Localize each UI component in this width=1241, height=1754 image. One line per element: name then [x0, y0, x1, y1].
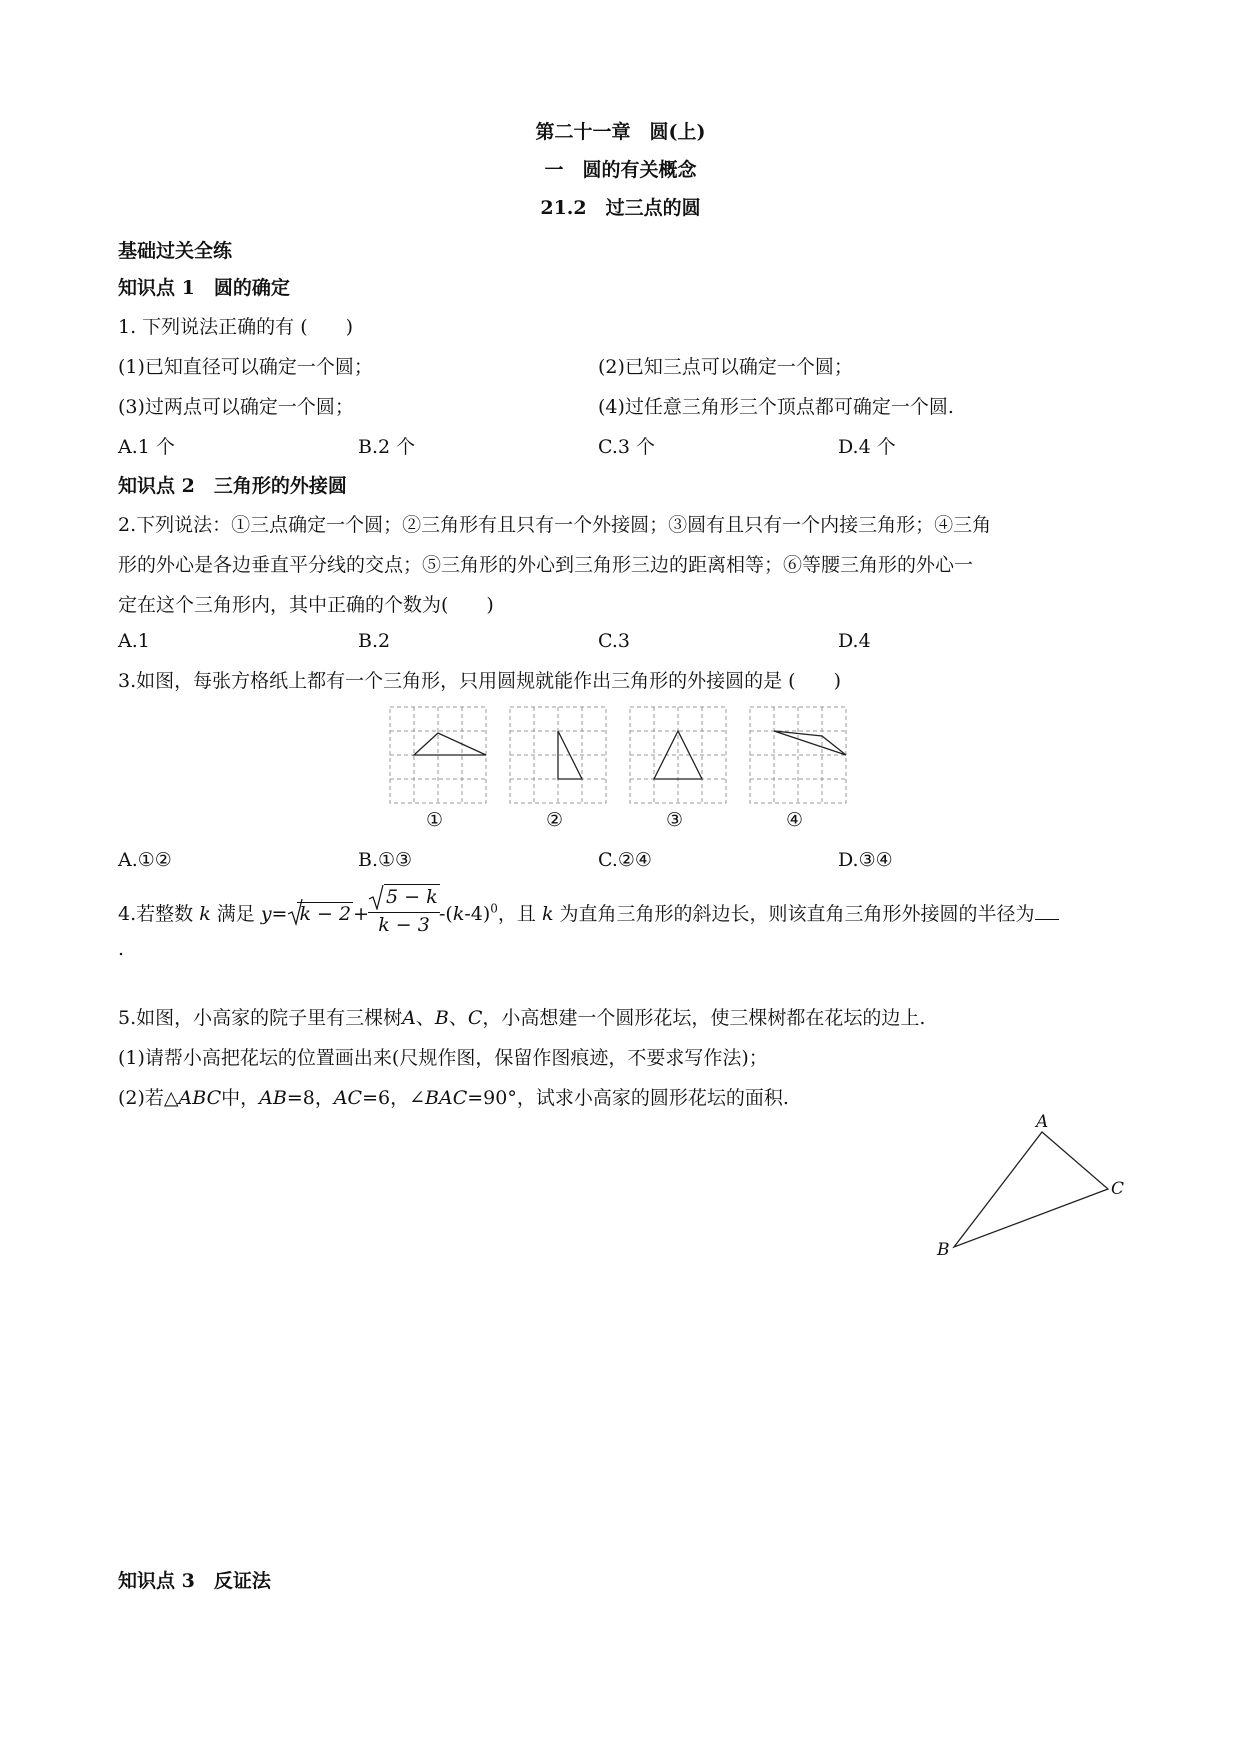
q4-prefix: 4.若整数 — [118, 903, 194, 925]
q4-plus: + — [353, 903, 369, 925]
q5-fig-label-a: A — [1036, 1112, 1049, 1132]
q4-var-k2: k — [452, 903, 465, 925]
q1-option-a: A.1 个 — [118, 436, 175, 458]
q5-line-1 — [118, 1006, 925, 1030]
q3-stem: 3.如图，每张方格纸上都有一个三角形，只用圆规就能作出三角形的外接圆的是 ( ) — [118, 670, 841, 692]
q5-l3-abc: ABC — [178, 1087, 222, 1109]
q4-denominator: k − 3 — [378, 914, 430, 936]
grid-figure-1 — [390, 707, 486, 803]
q5-fig-label-c: C — [1111, 1179, 1125, 1199]
q5-tree-b: B — [434, 1007, 449, 1029]
section-title: 一 圆的有关概念 — [544, 159, 697, 181]
q1-statement-1: (1)已知直径可以确定一个圆； — [118, 356, 373, 378]
figure-label-4: ④ — [786, 809, 804, 831]
q1-statement-3: (3)过两点可以确定一个圆； — [118, 396, 354, 418]
practice-title: 基础过关全练 — [118, 240, 233, 262]
q4-sqrt1-sign — [287, 898, 303, 926]
q4-fraction — [368, 884, 440, 937]
knowledge-point-3: 知识点 3 反证法 — [118, 1570, 271, 1592]
q5-triangle-figure — [930, 1105, 1130, 1265]
q4-var-k3: k — [541, 903, 554, 925]
q3-option-a: A.①② — [118, 849, 172, 871]
figure-label-1: ① — [426, 809, 444, 831]
grid-figure-2 — [510, 707, 606, 803]
q3-grid-figures — [388, 705, 848, 805]
q5-sep-1: 、 — [415, 1007, 435, 1029]
q4-sqrt2-sign — [368, 884, 384, 910]
q5-line-1-a: 5.如图，小高家的院子里有三棵树 — [118, 1007, 403, 1029]
q2-line-3: 定在这个三角形内，其中正确的个数为( ) — [118, 594, 494, 616]
q5-l3-a: (2)若△ — [118, 1087, 179, 1109]
q5-triangle — [954, 1132, 1108, 1247]
q2-line-1: 2.下列说法：①三点确定一个圆；②三角形有且只有一个外接圆；③圆有且只有一个内接三角形；④三角 — [118, 514, 992, 536]
q2-line-2: 形的外心是各边垂直平分线的交点；⑤三角形的外心到三角形三边的距离相等；⑥等腰三角形的外心一 — [118, 554, 974, 576]
q2-option-a: A.1 — [118, 630, 150, 652]
q1-option-b: B.2 个 — [358, 436, 416, 458]
q4-period: . — [118, 938, 125, 960]
q5-l3-e: =90°，试求小高家的圆形花坛的面积. — [467, 1087, 789, 1109]
q4-line — [118, 901, 1059, 926]
q2-option-b: B.2 — [358, 630, 391, 652]
q5-l3-bac: BAC — [425, 1087, 468, 1109]
q5-line-3 — [118, 1086, 789, 1110]
knowledge-point-2: 知识点 2 三角形的外接圆 — [118, 475, 347, 497]
grid-figure-4 — [750, 707, 846, 803]
q4-tail4: 为直角三角形的斜边长，则该直角三角形外接圆的半径为 — [559, 903, 1035, 925]
q5-l3-d: =6，∠ — [362, 1087, 426, 1109]
q5-tree-c: C — [467, 1007, 483, 1029]
knowledge-point-1: 知识点 1 圆的确定 — [118, 277, 290, 299]
q5-l3-b: 中， — [221, 1087, 260, 1109]
subsection-title: 21.2 过三点的圆 — [540, 197, 701, 219]
q4-tail1: -( — [439, 903, 453, 925]
q4-answer-blank[interactable] — [1035, 901, 1059, 920]
q2-option-d: D.4 — [838, 630, 871, 652]
q5-sep-2: 、 — [448, 1007, 468, 1029]
chapter-title: 第二十一章 圆(上) — [535, 121, 706, 143]
q3-option-c: C.②④ — [598, 849, 652, 871]
q4-numerator: 5 − k — [386, 886, 438, 908]
q4-mid: 满足 — [216, 903, 255, 925]
q4-tail3: ，且 — [497, 903, 536, 925]
q5-fig-label-b: B — [937, 1240, 950, 1260]
q5-l3-c: =8， — [286, 1087, 334, 1109]
q4-sqrt1-radicand: k − 2 — [299, 903, 352, 925]
q3-option-d: D.③④ — [838, 849, 893, 871]
q5-l3-ab: AB — [259, 1087, 287, 1109]
q4-eq: = — [271, 903, 288, 925]
q4-var-y: y — [260, 903, 272, 925]
q4-var-k: k — [199, 903, 211, 925]
q5-line-2: (1)请帮小高把花坛的位置画出来(尺规作图，保留作图痕迹，不要求写作法)； — [118, 1047, 768, 1069]
q4-exponent: 0 — [490, 901, 498, 916]
q1-statement-2: (2)已知三点可以确定一个圆； — [598, 356, 853, 378]
q2-option-c: C.3 — [598, 630, 630, 652]
q1-option-c: C.3 个 — [598, 436, 656, 458]
q1-stem: 1. 下列说法正确的有 ( ) — [118, 316, 354, 338]
figure-label-2: ② — [546, 809, 564, 831]
q5-tree-a: A — [402, 1007, 416, 1029]
q4-tail2: -4) — [464, 903, 491, 925]
grid-figure-3 — [630, 707, 726, 803]
q5-l3-ac: AC — [333, 1087, 363, 1109]
q5-line-1-b: ，小高想建一个圆形花坛，使三棵树都在花坛的边上. — [482, 1007, 926, 1029]
q3-option-b: B.①③ — [358, 849, 413, 871]
figure-label-3: ③ — [666, 809, 684, 831]
q1-option-d: D.4 个 — [838, 436, 896, 458]
q1-statement-4: (4)过任意三角形三个顶点都可确定一个圆. — [598, 396, 954, 418]
